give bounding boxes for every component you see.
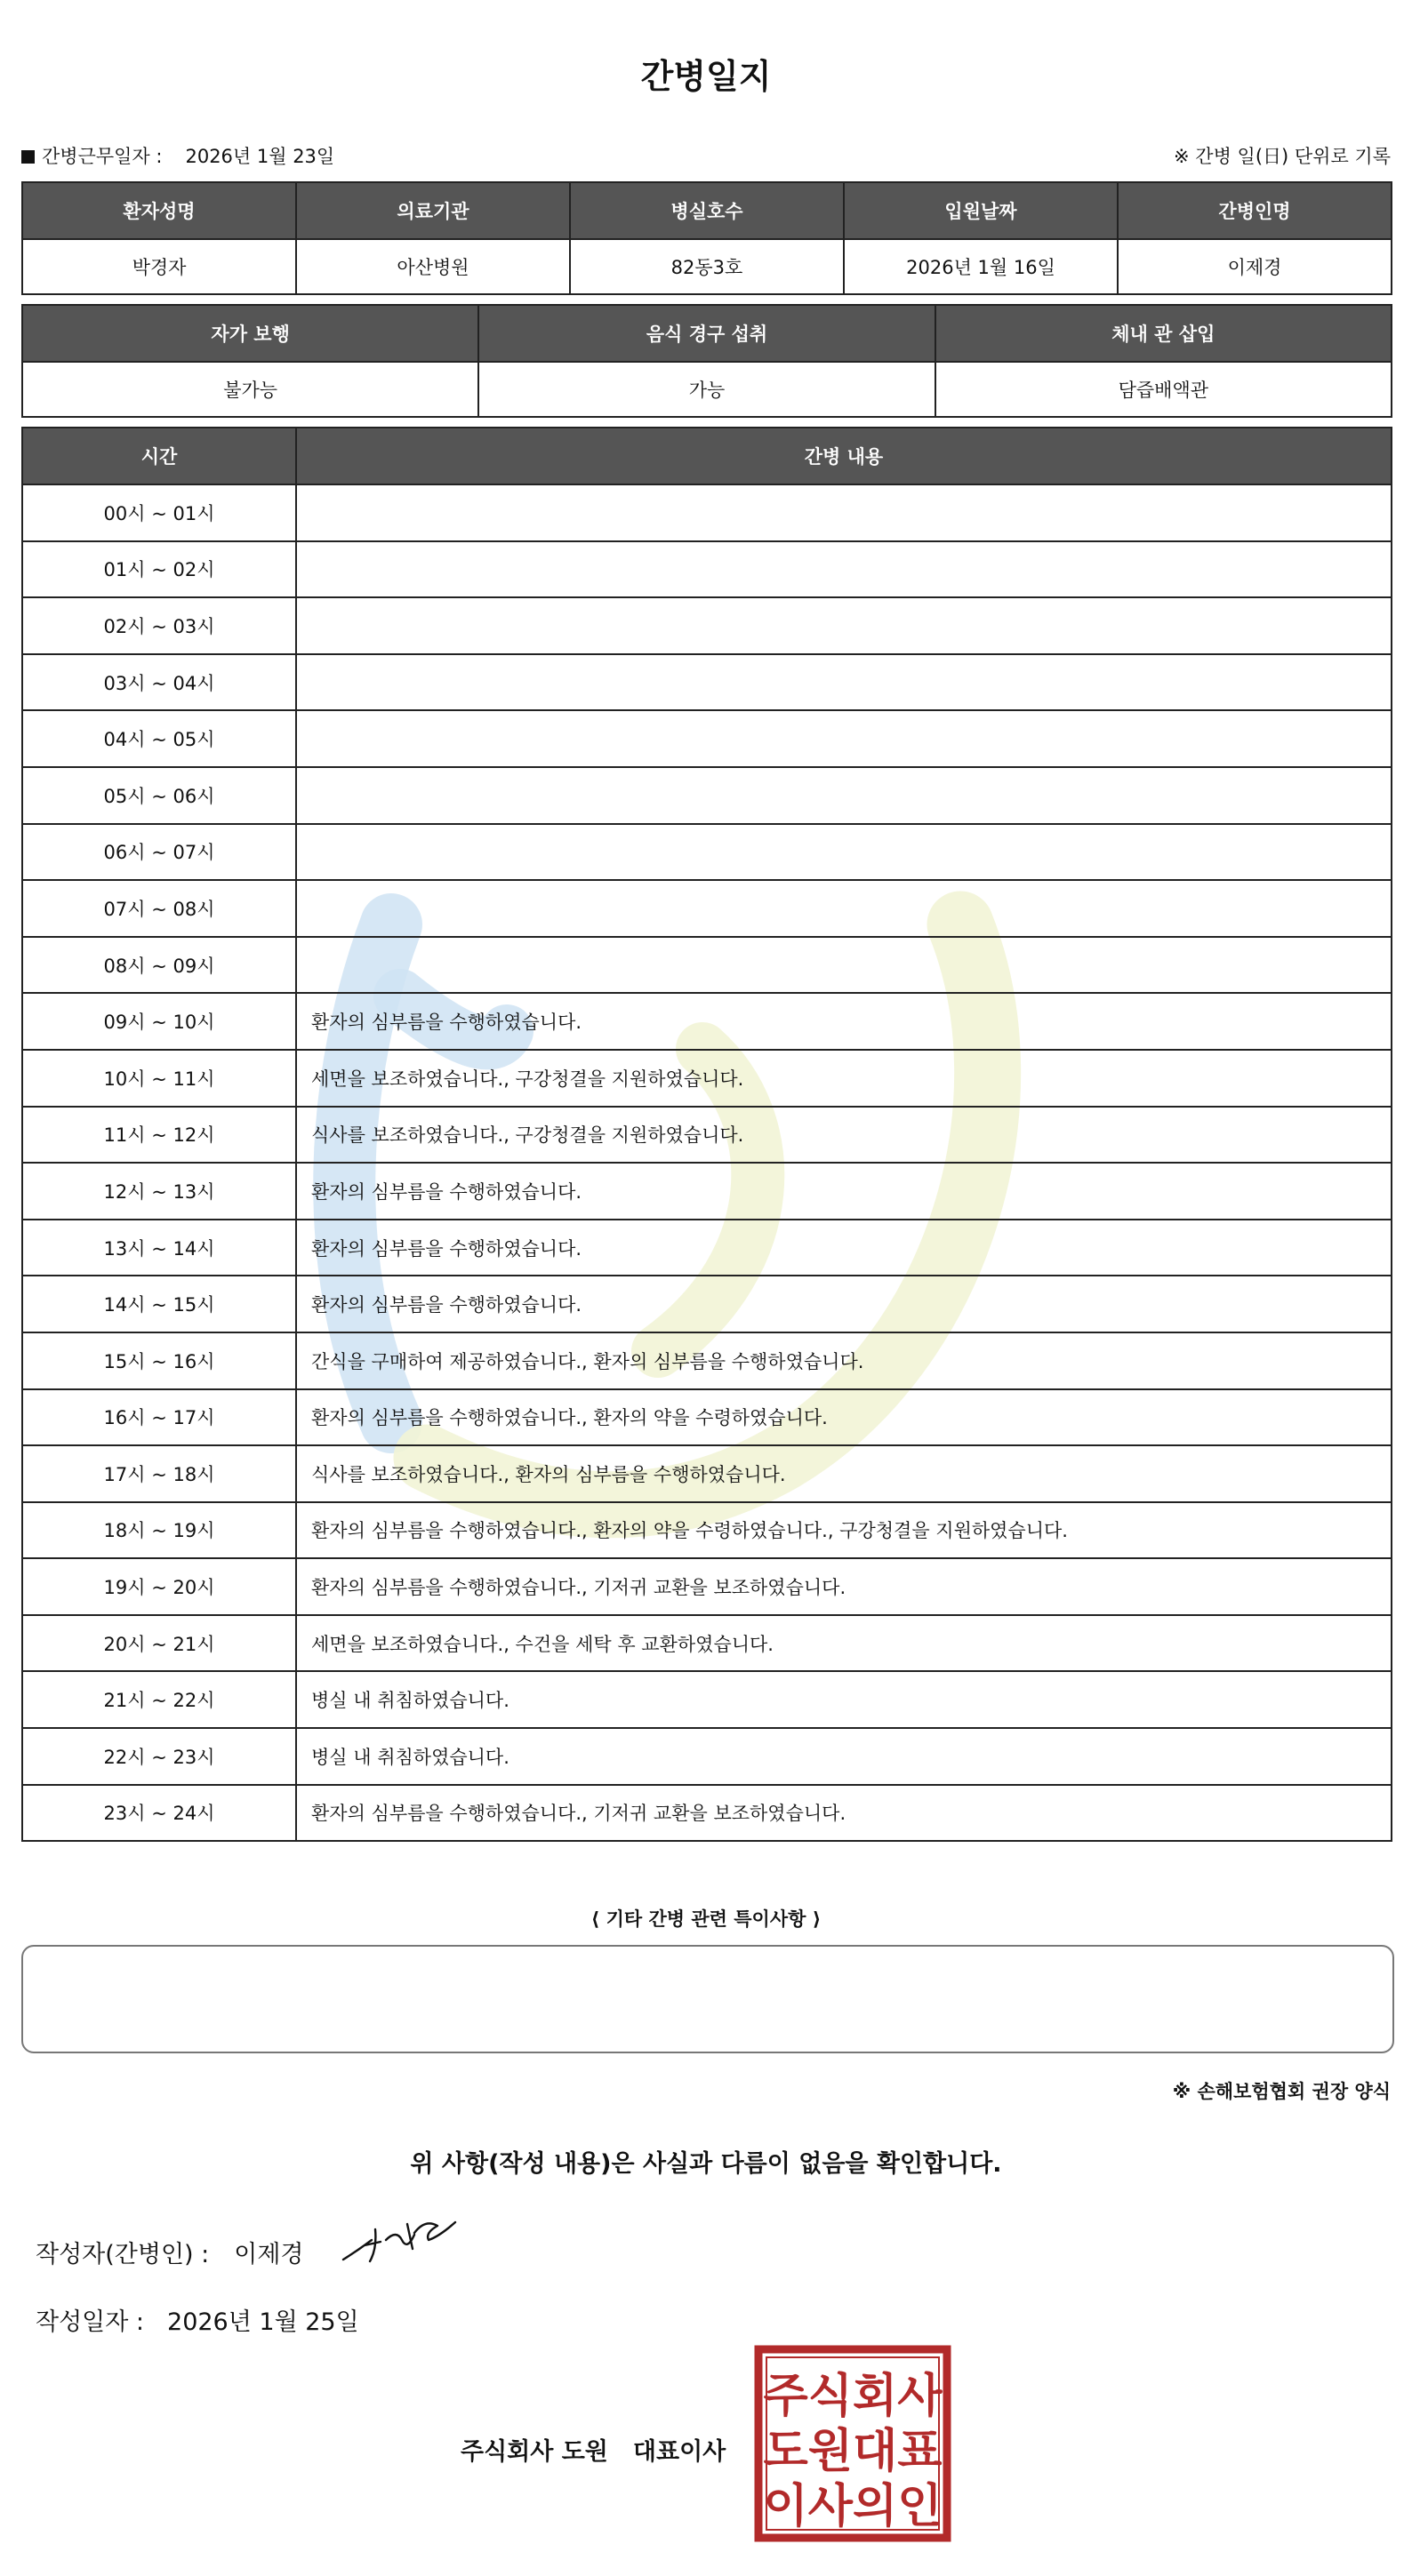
table-row bbox=[22, 597, 1392, 654]
time-cell: 15시 ~ 16시 bbox=[22, 1332, 296, 1389]
time-cell: 23시 ~ 24시 bbox=[22, 1785, 296, 1842]
content-cell bbox=[296, 710, 1392, 767]
table-row bbox=[22, 1785, 1392, 1842]
svg-text:주식회사: 주식회사 bbox=[763, 2370, 943, 2423]
form-note: ※ 손해보험협회 권장 양식 bbox=[1172, 2081, 1391, 2102]
content-cell bbox=[296, 597, 1392, 654]
self-walking: 불가능 bbox=[22, 362, 478, 417]
time-cell: 06시 ~ 07시 bbox=[22, 824, 296, 881]
content-cell: 식사를 보조하였습니다., 환자의 심부름을 수행하였습니다. bbox=[296, 1445, 1392, 1502]
time-cell: 03시 ~ 04시 bbox=[22, 654, 296, 711]
time-cell: 11시 ~ 12시 bbox=[22, 1107, 296, 1164]
content-cell bbox=[296, 654, 1392, 711]
time-cell: 07시 ~ 08시 bbox=[22, 880, 296, 937]
table-row bbox=[22, 1276, 1392, 1332]
written-date-label: 작성일자 : bbox=[36, 2308, 145, 2336]
confirmation-statement: 위 사항(작성 내용)은 사실과 다름이 없음을 확인합니다. bbox=[410, 2150, 1002, 2178]
content-cell: 환자의 심부름을 수행하였습니다., 기저귀 교환을 보조하였습니다. bbox=[296, 1785, 1392, 1842]
time-cell: 10시 ~ 11시 bbox=[22, 1050, 296, 1107]
table-row bbox=[22, 1615, 1392, 1672]
caregiver-name: 이제경 bbox=[1118, 239, 1392, 294]
header-care-content: 간병 내용 bbox=[296, 428, 1392, 484]
content-cell: 환자의 심부름을 수행하였습니다., 기저귀 교환을 보조하였습니다. bbox=[296, 1558, 1392, 1615]
company-name: 주식회사 도원 bbox=[461, 2438, 608, 2466]
table-row bbox=[22, 710, 1392, 767]
patient-value-row bbox=[22, 239, 1392, 294]
time-cell: 16시 ~ 17시 bbox=[22, 1389, 296, 1446]
time-cell: 13시 ~ 14시 bbox=[22, 1220, 296, 1276]
header-patient-name: 환자성명 bbox=[22, 182, 296, 239]
time-cell: 00시 ~ 01시 bbox=[22, 484, 296, 541]
company-seal bbox=[754, 2345, 951, 2542]
status-header-row bbox=[22, 305, 1392, 362]
signature-image bbox=[340, 2213, 473, 2267]
content-cell: 세면을 보조하였습니다., 구강청결을 지원하였습니다. bbox=[296, 1050, 1392, 1107]
patient-status-table bbox=[21, 304, 1392, 418]
unit-note: ※ 간병 일(日) 단위로 기록 bbox=[1174, 146, 1391, 167]
writer-line bbox=[36, 2235, 304, 2269]
content-cell bbox=[296, 937, 1392, 994]
content-cell bbox=[296, 880, 1392, 937]
time-cell: 09시 ~ 10시 bbox=[22, 993, 296, 1050]
time-cell: 21시 ~ 22시 bbox=[22, 1671, 296, 1728]
remarks-title: ⟨ 기타 간병 관련 특이사항 ⟩ bbox=[590, 1908, 822, 1930]
content-cell: 환자의 심부름을 수행하였습니다., 환자의 약을 수령하였습니다., 구강청결을 지원하였습니다. bbox=[296, 1502, 1392, 1559]
content-cell: 병실 내 취침하였습니다. bbox=[296, 1728, 1392, 1785]
header-oral-intake: 음식 경구 섭취 bbox=[478, 305, 935, 362]
table-row bbox=[22, 654, 1392, 711]
header-time: 시간 bbox=[22, 428, 296, 484]
table-row bbox=[22, 1220, 1392, 1276]
table-row bbox=[22, 1502, 1392, 1559]
content-cell: 간식을 구매하여 제공하였습니다., 환자의 심부름을 수행하였습니다. bbox=[296, 1332, 1392, 1389]
status-value-row bbox=[22, 362, 1392, 417]
time-cell: 22시 ~ 23시 bbox=[22, 1728, 296, 1785]
time-cell: 04시 ~ 05시 bbox=[22, 710, 296, 767]
content-cell: 환자의 심부름을 수행하였습니다. bbox=[296, 1220, 1392, 1276]
content-cell bbox=[296, 484, 1392, 541]
square-bullet-icon bbox=[21, 150, 35, 164]
work-date-label: 간병근무일자 : bbox=[42, 146, 163, 167]
time-cell: 02시 ~ 03시 bbox=[22, 597, 296, 654]
table-row bbox=[22, 937, 1392, 994]
table-row bbox=[22, 824, 1392, 881]
company-line bbox=[461, 2432, 726, 2467]
time-cell: 08시 ~ 09시 bbox=[22, 937, 296, 994]
oral-intake: 가능 bbox=[478, 362, 935, 417]
remarks-box bbox=[21, 1945, 1394, 2053]
svg-text:도원대표: 도원대표 bbox=[763, 2425, 943, 2478]
header-hospital: 의료기관 bbox=[296, 182, 570, 239]
work-date-value: 2026년 1월 23일 bbox=[185, 146, 335, 167]
content-cell: 환자의 심부름을 수행하였습니다. bbox=[296, 993, 1392, 1050]
table-row bbox=[22, 1445, 1392, 1502]
time-cell: 18시 ~ 19시 bbox=[22, 1502, 296, 1559]
table-row bbox=[22, 484, 1392, 541]
admission-date: 2026년 1월 16일 bbox=[844, 239, 1118, 294]
content-cell bbox=[296, 824, 1392, 881]
table-row bbox=[22, 1671, 1392, 1728]
content-cell: 세면을 보조하였습니다., 수건을 세탁 후 교환하였습니다. bbox=[296, 1615, 1392, 1672]
room-number: 82동3호 bbox=[570, 239, 844, 294]
table-row bbox=[22, 767, 1392, 824]
header-room: 병실호수 bbox=[570, 182, 844, 239]
content-cell: 병실 내 취침하였습니다. bbox=[296, 1671, 1392, 1728]
table-row bbox=[22, 1558, 1392, 1615]
time-cell: 12시 ~ 13시 bbox=[22, 1163, 296, 1220]
table-row bbox=[22, 541, 1392, 598]
tube-insertion: 담즙배액관 bbox=[935, 362, 1392, 417]
time-cell: 01시 ~ 02시 bbox=[22, 541, 296, 598]
patient-header-row bbox=[22, 182, 1392, 239]
table-row bbox=[22, 1389, 1392, 1446]
log-header-row bbox=[22, 428, 1392, 484]
work-date bbox=[21, 142, 334, 169]
table-row bbox=[22, 993, 1392, 1050]
content-cell: 환자의 심부름을 수행하였습니다., 환자의 약을 수령하였습니다. bbox=[296, 1389, 1392, 1446]
table-row bbox=[22, 880, 1392, 937]
content-cell bbox=[296, 541, 1392, 598]
content-cell: 식사를 보조하였습니다., 구강청결을 지원하였습니다. bbox=[296, 1107, 1392, 1164]
patient-name: 박경자 bbox=[22, 239, 296, 294]
header-admission-date: 입원날짜 bbox=[844, 182, 1118, 239]
document-title: 간병일지 bbox=[640, 57, 772, 96]
header-self-walking: 자가 보행 bbox=[22, 305, 478, 362]
time-cell: 17시 ~ 18시 bbox=[22, 1445, 296, 1502]
company-ceo-title: 대표이사 bbox=[632, 2438, 726, 2466]
time-cell: 19시 ~ 20시 bbox=[22, 1558, 296, 1615]
table-row bbox=[22, 1050, 1392, 1107]
hospital: 아산병원 bbox=[296, 239, 570, 294]
table-row bbox=[22, 1332, 1392, 1389]
writer-name: 이제경 bbox=[234, 2241, 304, 2268]
written-date-value: 2026년 1월 25일 bbox=[167, 2308, 359, 2336]
time-cell: 05시 ~ 06시 bbox=[22, 767, 296, 824]
written-date-line bbox=[36, 2302, 359, 2337]
time-cell: 14시 ~ 15시 bbox=[22, 1276, 296, 1332]
content-cell: 환자의 심부름을 수행하였습니다. bbox=[296, 1276, 1392, 1332]
header-tube-insertion: 체내 관 삽입 bbox=[935, 305, 1392, 362]
table-row bbox=[22, 1107, 1392, 1164]
svg-text:이사의인: 이사의인 bbox=[763, 2480, 943, 2533]
patient-info-table bbox=[21, 181, 1392, 295]
time-cell: 20시 ~ 21시 bbox=[22, 1615, 296, 1672]
header-caregiver: 간병인명 bbox=[1118, 182, 1392, 239]
table-row bbox=[22, 1728, 1392, 1785]
care-log-table bbox=[21, 427, 1392, 1842]
content-cell: 환자의 심부름을 수행하였습니다. bbox=[296, 1163, 1392, 1220]
table-row bbox=[22, 1163, 1392, 1220]
content-cell bbox=[296, 767, 1392, 824]
writer-label: 작성자(간병인) : bbox=[36, 2241, 210, 2268]
